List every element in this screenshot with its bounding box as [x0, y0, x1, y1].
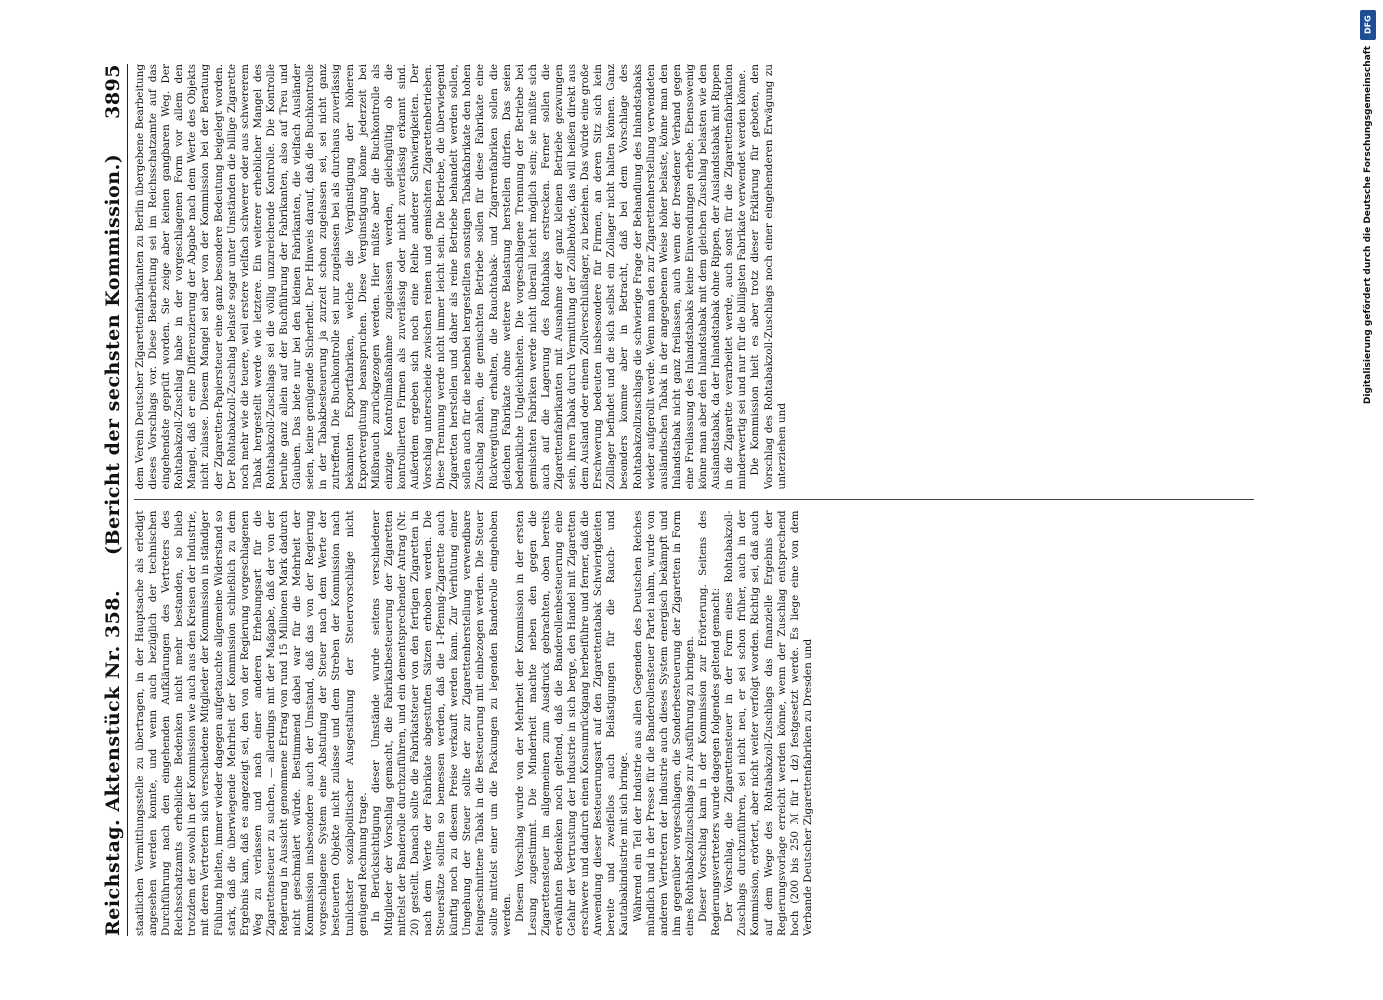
paragraph: Dieser Vorschlag kam in der Kommission zur Erörterung. Seitens des Regierungsvertreters wurde dagegen folgendes geltend gemacht: [697, 510, 723, 936]
header-center: (Bericht der sechsten Kommission.) [102, 153, 124, 555]
paragraph: Der Vorschlag, die Zigarettensteuer in der Form eines Rohtabakzoll-Zuschlags durchzuführen, sei nicht neu, er sei schon früher, auch in der Kommission, erörtert, aber nicht weiter verfolgt worden. Richtig sei, daß auch auf dem Wege des Rohtabakzoll-Zuschlags das finanzielle Ergebnis der Regierungsvorlage erreicht werden könne, wenn der Zuschlag entsprechend hoch (200 bis 250 ℳ für 1 dz) festgesetzt werde. Es liege eine von dem Verbande Deutscher Zigarettenfabriken zu Dresden und [723, 510, 814, 936]
paragraph: staatlichen Vermittlungsstelle zu übertragen, in der Hauptsache als erledigt angesehen werden konnte, und wenn auch bezüglich der technischen Durchführung nach den eingehenden Aufklärungen des Vertreters des Reichsschatzamts erhebliche Bedenken nicht mehr bestanden, so blieb trotzdem der sowohl in der Kommission wie auch aus den Kreisen der Industrie, mit deren Vertretern sich verschiedene Mitglieder der Kommission in ständiger Fühlung hielten, immer wieder dagegen aufgetauchte allgemeine Widerstand so stark, daß die überwiegende Mehrheit der Kommission schließlich zu dem Ergebnis kam, daß es angezeigt sei, den von der Regierung vorgeschlagenen Weg zu verlassen und nach einer anderen Erhebungsart für die Zigarettensteuer zu suchen, — allerdings mit der Maßgabe, daß der von der Regierung in Aussicht genommene Ertrag von rund 15 Millionen Mark dadurch nicht geschmälert würde. Bestimmend dabei war für die Mehrheit der Kommission insbesondere auch der Umstand, daß das von der Regierung vorgeschlagene System eine Abstufung der Steuer nach dem Werte der besteuerten Objekte nicht zulasse und dem Streben der Kommission nach tunlichster sozialpolitischer Ausgestaltung der Steuervorschläge nicht genügend Rechnung trage. [134, 510, 369, 936]
paragraph: Während ein Teil der Industrie aus allen Gegenden des Deutschen Reiches mündlich und in der Presse für die Banderollensteuer Partei nahm, wurde von anderen Vertretern der Industrie auch dieses System energisch bekämpft und ihm gegenüber vorgeschlagen, die Sonderbesteuerung der Zigaretten in Form eines Rohtabakzollzuschlags zur Ausführung zu bringen. [631, 510, 696, 936]
column-divider [134, 500, 1254, 501]
digitization-note: Digitalisierung gefördert durch die Deutsche Forschungsgemeinschaft [1363, 46, 1373, 405]
dfg-logo-icon: DFG [1360, 10, 1376, 40]
paragraph: Diesem Vorschlag wurde von der Mehrheit der Kommission in der ersten Lesung zugestimmt. Die Minderheit machte neben den gegen die Zigarettensteuer im allgemeinen zum Ausdruck gebrachten, oben bereits erwähnten Bedenken noch geltend, daß die Banderollenbesteuerung eine Gefahr der Vertrustung der Industrie in sich berge, den Handel mit Zigaretten erschwere und dadurch einen Konsumrückgang herbeiführe und ferner, daß die Anwendung dieser Besteuerungsart auf den Zigarettentabak Schwierigkeiten bereite und zweifellos auch Belästigungen für die Rauch- und Kautabakindustrie mit sich bringe. [513, 510, 631, 936]
header-left: Reichstag. Aktenstück Nr. 358. [102, 589, 124, 936]
running-head [102, 64, 128, 936]
page-number: 3895 [102, 64, 124, 119]
paragraph: Die Kommission hielt es aber trotz dieser Erklärung für geboten, den Vorschlag des Rohtabakzoll-Zuschlags noch einer eingehenderen Erwägung zu unterziehen und [749, 64, 788, 490]
paragraph: dem Verein Deutscher Zigarettenfabrikanten zu Berlin übergebene Bearbeitung dieses Vorschlags vor. Diese Bearbeitung sei im Reichsschatzamte auf das eingehendste geprüft worden. Sie zeige aber keinen gangbaren Weg. Der Rohtabakzoll-Zuschlag habe in der vorgeschlagenen Form vor allem den Mangel, daß er eine Differenzierung der Abgabe nach dem Werte des Objekts nicht zulasse. Diesem Mangel sei aber von der Kommission bei der Beratung der Zigaretten-Papiersteuer eine ganz besondere Bedeutung beigelegt worden. Der Rohtabakzoll-Zuschlag belaste sogar unter Umständen die billige Zigarette noch mehr wie die teuere, weil erstere vielfach schwerer oder aus schwererem Tabak hergestellt werde wie letztere. Ein weiterer erheblicher Mangel des Rohtabakzoll-Zuschlags sei die völlig unzureichende Kontrolle. Die Kontrolle beruhe ganz allein auf der Buchführung der Fabrikanten, also auf Treu und Glauben. Das biete nur bei den kleinen Fabrikanten, die vielfach Ausländer seien, keine genügende Sicherheit. Der Hinweis darauf, daß die Buchkontrolle in der Tabakbesteuerung ja zurzeit schon zugelassen sei, sei nicht ganz zutreffend. Die Buchkontrolle sei nur zugelassen bei als durchaus zuverlässig bekannten Exportfabriken, welche die Vergünstigung der höheren Exportvergütung beanspruchen. Diese Vergünstigung könne jederzeit bei Mißbrauch zurückgezogen werden. Hier müßte aber die Buchkontrolle als einzige Kontrollmaßnahme zugelassen werden, gleichgültig ob die kontrollierten Firmen als zuverlässig oder nicht zuverlässig erkannt sind. Außerdem ergeben sich noch eine Reihe anderer Schwierigkeiten. Der Vorschlag unterscheide zwischen reinen und gemischten Zigarettenbetrieben. Diese Trennung werde nicht immer leicht sein. Die Betriebe, die überwiegend Zigaretten herstellen und daher als reine Betriebe behandelt werden sollen, sollen auch für die nebenbei hergestellten sonstigen Tabakfabrikate den hohen Zuschlag zahlen, die gemischten Betriebe sollen für diese Fabrikate eine Rückvergütung erhalten, die Rauchtabak- und Zigarrenfabriken sollen die gleichen Fabrikate ohne weitere Belastung herstellen dürfen. Das seien bedenkliche Ungleichheiten. Die vorgeschlagene Trennung der Betriebe bei gemischten Fabriken werde nicht überall leicht möglich sein; sie müßte sich auch auf die Lagerung des Rohtabaks erstrecken. Ferner sollen die Zigarettenfabrikanten mit Ausnahme der ganz kleinen Betriebe gezwungen sein, ihren Tabak durch Vermittlung der Zollbehörde, das will heißen direkt aus dem Ausland oder einem Zollverschlußlager, zu beziehen. Das würde eine große Erschwerung bedeuten insbesondere für Firmen, an deren Sitz sich kein Zolllager befindet und die sich selbst ein Zollager nicht halten können. Ganz besonders komme aber in Betracht, daß bei dem Vorschlage des Rohtabakzollzuschlags die schwierige Frage der Behandlung des Inlandstabaks wieder aufgerollt werde. Wenn man den zur Zigarettenherstellung verwendeten ausländischen Tabak in der angegebenen Weise höher belaste, könne man den Inlandstabak nicht ganz freilassen, auch wenn der Dresdener Verband gegen eine Freilassung des Inlandstabaks keine Einwendungen erhebe. Ebensowenig könne man aber den Inlandstabak mit dem gleichen Zuschlag belasten wie den Auslandstabak, da der Inlandstabak ohne Rippen, der Auslandstabak mit Rippen in die Zigarette verarbeitet werde, auch sonst für die Zigarettenfabrikation minderwertig sei und nur für die billigsten Fabrikate verwendet werden könne. [134, 64, 749, 490]
document-page [92, 50, 1292, 950]
column-right [134, 64, 1254, 490]
text-columns [134, 64, 1254, 936]
digitization-credit [1359, 10, 1377, 990]
page-content [92, 50, 1292, 950]
paragraph: In Berücksichtigung dieser Umstände wurde seitens verschiedener Mitglieder der Vorschlag gemacht, die Fabrikatbesteuerung der Zigaretten mittelst der Banderolle durchzuführen, und ein dementsprechender Antrag (Nr. 20) gestellt. Danach sollte die Fabrikatsteuer von den fertigen Zigaretten in nach dem Werte der Fabrikate abgestuften Sätzen erhoben werden. Die Steuersätze sollten so bemessen werden, daß die 1-Pfennig-Zigarette auch künftig noch zu diesem Preise verkauft werden kann. Zur Verhütung einer Umgehung der Steuer sollte der zur Zigarettenherstellung verwendbare feingeschnittene Tabak in die Besteuerung mit einbezogen werden. Die Steuer sollte mittelst einer um die Packungen zu legenden Banderolle eingehoben werden. [369, 510, 513, 936]
column-left [134, 511, 1254, 937]
